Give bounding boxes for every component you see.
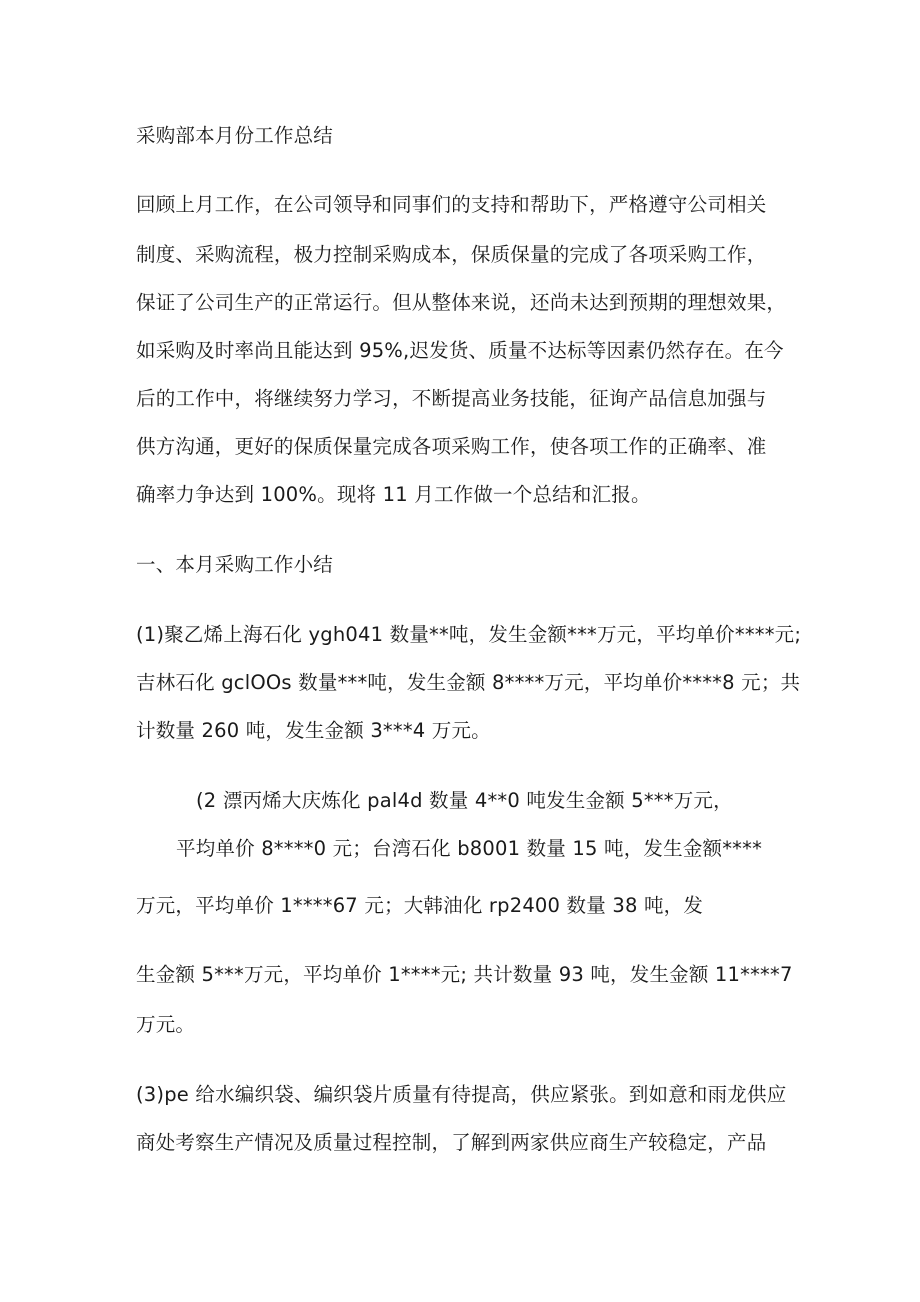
paragraph-line: 商处考察生产情况及质量过程控制，了解到两家供应商生产较稳定，产品 [136, 1131, 767, 1154]
paragraph-line: (2 漂丙烯大庆炼化 pal4d 数量 4**0 吨发生金额 5***万元， [196, 789, 733, 812]
paragraph-line: (3)pe 给水编织袋、编织袋片质量有待提高，供应紧张。到如意和雨龙供应 [136, 1083, 787, 1106]
paragraph-line: 平均单价 8****0 元；台湾石化 b8001 数量 15 吨，发生金额**** [176, 837, 763, 860]
paragraph-line: 吉林石化 gclOOs 数量***吨，发生金额 8****万元，平均单价****8 元；共 [136, 671, 801, 694]
paragraph-line: 生金额 5***万元，平均单价 1****元; 共计数量 93 吨，发生金额 11****7 [136, 963, 793, 986]
paragraph-line: (1)聚乙烯上海石化 ygh041 数量**吨，发生金额***万元，平均单价****元; [136, 623, 802, 646]
paragraph-line: 制度、采购流程，极力控制采购成本，保质保量的完成了各项采购工作， [136, 243, 767, 266]
section-heading: 一、本月采购工作小结 [136, 553, 334, 576]
paragraph-line: 计数量 260 吨，发生金额 3***4 万元。 [136, 719, 491, 742]
paragraph-line: 保证了公司生产的正常运行。但从整体来说，还尚未达到预期的理想效果， [136, 291, 787, 314]
paragraph-line: 万元。 [136, 1013, 196, 1036]
paragraph-line: 确率力争达到 100%。现将 11 月工作做一个总结和汇报。 [136, 483, 651, 506]
paragraph-line: 回顾上月工作，在公司领导和同事们的支持和帮助下，严格遵守公司相关 [136, 193, 767, 216]
paragraph-line: 如采购及时率尚且能达到 95%,迟发货、质量不达标等因素仍然存在。在今 [136, 339, 784, 362]
paragraph-line: 后的工作中，将继续努力学习，不断提高业务技能，征询产品信息加强与 [136, 387, 767, 410]
paragraph-line: 万元，平均单价 1****67 元；大韩油化 rp2400 数量 38 吨，发 [136, 894, 704, 917]
paragraph-line: 供方沟通，更好的保质保量完成各项采购工作，使各项工作的正确率、准 [136, 435, 767, 458]
document-title: 采购部本月份工作总结 [136, 124, 334, 147]
